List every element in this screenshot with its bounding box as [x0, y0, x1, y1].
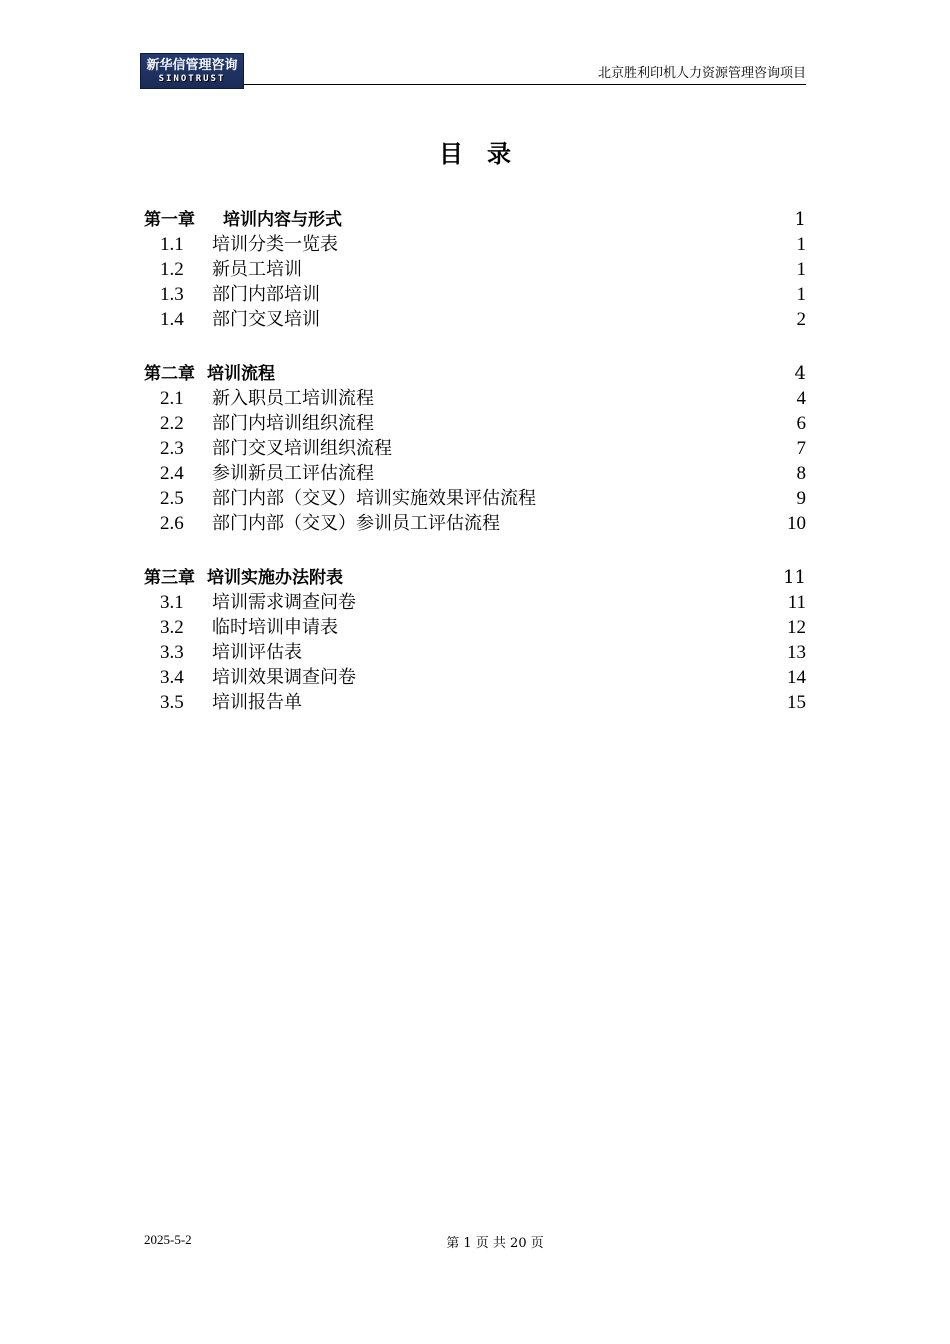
- section-number: 3.3: [160, 642, 184, 663]
- section-number: 2.2: [160, 413, 184, 434]
- section-number: 3.2: [160, 617, 184, 638]
- page-number: 4: [794, 363, 806, 384]
- page-number: 1: [796, 284, 806, 305]
- logo-chinese-text: 新华信管理咨询: [146, 58, 238, 73]
- toc-section-row[interactable]: [144, 232, 806, 257]
- section-title: 培训报告单: [212, 692, 302, 713]
- page-number: 11: [783, 567, 806, 588]
- section-number: 3.4: [160, 667, 184, 688]
- section-title: 新入职员工培训流程: [212, 388, 374, 409]
- section-title: 部门交叉培训: [212, 309, 320, 330]
- section-number: 1.1: [160, 234, 184, 255]
- section-number: 2.3: [160, 438, 184, 459]
- page-number: 10: [787, 513, 806, 534]
- page-number: 7: [796, 438, 806, 459]
- toc-section-row[interactable]: [144, 511, 806, 536]
- toc-section-row[interactable]: [144, 282, 806, 307]
- chapter-title: 培训实施办法附表: [207, 568, 343, 588]
- chapter-number: 第一章: [144, 210, 195, 230]
- page-number: 11: [787, 592, 806, 613]
- page-number: 1: [794, 209, 806, 230]
- project-title: 北京胜利印机人力资源管理咨询项目: [597, 66, 806, 81]
- section-title: 部门交叉培训组织流程: [212, 438, 392, 459]
- section-number: 2.6: [160, 513, 184, 534]
- chapter-title: 培训内容与形式: [223, 210, 342, 230]
- page-number: 14: [787, 667, 806, 688]
- section-title: 部门内部（交叉）培训实施效果评估流程: [212, 488, 536, 509]
- chapter-title: 培训流程: [207, 364, 275, 384]
- company-logo: [140, 53, 244, 89]
- section-title: 部门内部培训: [212, 284, 320, 305]
- section-number: 1.3: [160, 284, 184, 305]
- header-divider: [244, 84, 806, 85]
- section-title: 新员工培训: [212, 259, 302, 280]
- section-title: 培训需求调查问卷: [212, 592, 356, 613]
- toc-section-row[interactable]: [144, 590, 806, 615]
- toc-section-row[interactable]: [144, 640, 806, 665]
- toc-section-row[interactable]: [144, 411, 806, 436]
- logo-english-text: SINOTRUST: [158, 74, 226, 84]
- chapter-number: 第三章: [144, 568, 195, 588]
- section-number: 3.5: [160, 692, 184, 713]
- section-title: 临时培训申请表: [212, 617, 338, 638]
- toc-chapter-row[interactable]: [144, 565, 806, 590]
- toc-section-row[interactable]: [144, 690, 806, 715]
- toc-heading: 目录: [439, 140, 535, 168]
- chapter-3: [144, 565, 806, 715]
- page-number: 4: [796, 388, 806, 409]
- toc-section-row[interactable]: [144, 461, 806, 486]
- section-title: 部门内部（交叉）参训员工评估流程: [212, 513, 500, 534]
- chapter-number: 第二章: [144, 364, 195, 384]
- section-number: 1.2: [160, 259, 184, 280]
- toc-section-row[interactable]: [144, 257, 806, 282]
- page-number: 15: [787, 692, 806, 713]
- page-number: 2: [796, 309, 806, 330]
- page-number: 1: [796, 234, 806, 255]
- table-of-contents: [144, 207, 806, 744]
- footer-page-info: 第 1 页 共 20 页: [446, 1236, 544, 1251]
- toc-section-row[interactable]: [144, 486, 806, 511]
- section-title: 部门内培训组织流程: [212, 413, 374, 434]
- page-number: 12: [787, 617, 806, 638]
- section-title: 培训分类一览表: [212, 234, 338, 255]
- chapter-1: [144, 207, 806, 332]
- page-number: 6: [796, 413, 806, 434]
- toc-section-row[interactable]: [144, 436, 806, 461]
- page-number: 9: [796, 488, 806, 509]
- section-number: 3.1: [160, 592, 184, 613]
- toc-section-row[interactable]: [144, 615, 806, 640]
- section-number: 1.4: [160, 309, 184, 330]
- section-number: 2.5: [160, 488, 184, 509]
- page-number: 13: [787, 642, 806, 663]
- section-title: 培训评估表: [212, 642, 302, 663]
- page-number: 8: [796, 463, 806, 484]
- page-number: 1: [796, 259, 806, 280]
- toc-chapter-row[interactable]: [144, 207, 806, 232]
- section-number: 2.1: [160, 388, 184, 409]
- toc-section-row[interactable]: [144, 307, 806, 332]
- toc-section-row[interactable]: [144, 665, 806, 690]
- toc-section-row[interactable]: [144, 386, 806, 411]
- chapter-2: [144, 361, 806, 536]
- toc-chapter-row[interactable]: [144, 361, 806, 386]
- section-number: 2.4: [160, 463, 184, 484]
- section-title: 参训新员工评估流程: [212, 463, 374, 484]
- section-title: 培训效果调查问卷: [212, 667, 356, 688]
- footer-date: 2025-5-2: [144, 1232, 192, 1247]
